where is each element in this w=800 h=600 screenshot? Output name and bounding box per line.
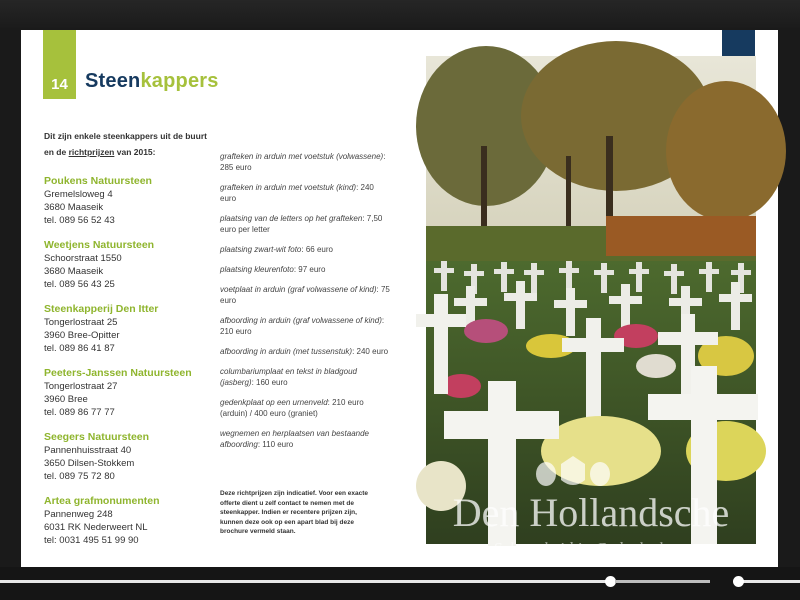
price-item <box>220 213 390 235</box>
price-value: : 7,50 euro per letter <box>220 214 383 234</box>
company-street: Tongerlostraat 25 <box>44 317 118 328</box>
price-label: gedenkplaat op een urnenveld <box>220 398 328 407</box>
company-street: Schoorstraat 1550 <box>44 253 122 264</box>
price-value: : 210 euro (arduin) / 400 euro (graniet) <box>220 398 364 418</box>
price-list <box>220 151 390 459</box>
intro-text <box>44 128 209 160</box>
price-value: : 97 euro <box>293 265 326 274</box>
price-item <box>220 315 390 337</box>
price-label: grafteken in arduin met voetstuk (kind) <box>220 183 357 192</box>
price-item <box>220 264 390 275</box>
company-name: Seegers Natuursteen <box>44 431 150 443</box>
title-part-1: Steen <box>85 70 141 92</box>
company-name: Artea grafmonumenten <box>44 495 160 507</box>
price-item <box>220 366 390 388</box>
intro-text-end: van 2015: <box>114 147 156 157</box>
page-title <box>85 70 219 93</box>
company-entry <box>44 238 224 291</box>
company-street: Pannenhuisstraat 40 <box>44 445 132 456</box>
price-disclaimer: Deze richtprijzen zijn indicatief. Voor een exacte offerte dient u zelf contact te nemen met de steenkapper. Indien er recentere prijzen zijn, kunnen deze ook op een apart blad bij deze brochure vermeld staan. <box>220 490 368 535</box>
price-label: plaatsing zwart-wit foto <box>220 245 302 254</box>
intro-link-richtprijzen: richtprijzen <box>68 147 115 157</box>
progress-track[interactable] <box>0 580 610 583</box>
company-phone: tel. 089 86 41 87 <box>44 343 115 354</box>
cemetery-photo-illustration <box>426 56 756 544</box>
page-number-left: 14 <box>43 30 76 99</box>
company-list <box>44 174 224 558</box>
price-label: columbariumplaat en tekst in bladgoud (jasberg) <box>220 367 357 387</box>
company-name: Steenkapperij Den Itter <box>44 303 159 315</box>
brochure-spread <box>21 30 778 567</box>
price-item <box>220 244 390 255</box>
company-entry <box>44 302 224 355</box>
price-item <box>220 284 390 306</box>
price-label: wegnemen en herplaatsen van bestaande afboording <box>220 429 369 449</box>
intro-text-start: Dit zijn enkele steenkappers uit de buurt en de <box>44 131 207 157</box>
company-street: Pannenweg 248 <box>44 509 113 520</box>
price-value: : 110 euro <box>257 440 294 449</box>
watermark-title: Den Hollandsche <box>452 490 730 535</box>
title-part-2: kappers <box>140 70 219 92</box>
volume-handle[interactable] <box>733 576 744 587</box>
price-label: grafteken in arduin met voetstuk (volwassene) <box>220 152 384 161</box>
company-phone: tel: 0031 495 51 99 90 <box>44 535 139 546</box>
price-item <box>220 428 390 450</box>
watermark-subtitle: Schoonheid in Gedenktekens <box>493 539 689 558</box>
company-phone: tel. 089 86 77 77 <box>44 407 115 418</box>
price-value: : 240 euro <box>352 347 389 356</box>
price-item <box>220 151 390 173</box>
company-entry <box>44 494 224 547</box>
company-phone: tel. 089 56 52 43 <box>44 215 115 226</box>
company-name: Poukens Natuursteen <box>44 175 152 187</box>
price-value: : 160 euro <box>251 378 288 387</box>
price-value: : 240 euro <box>220 183 374 203</box>
company-city: 3680 Maaseik <box>44 202 104 213</box>
price-item <box>220 346 390 357</box>
company-name: Peeters-Janssen Natuursteen <box>44 367 192 379</box>
price-value: : 210 euro <box>220 316 385 336</box>
company-city: 3650 Dilsen-Stokkem <box>44 458 135 469</box>
company-city: 3960 Bree-Opitter <box>44 330 120 341</box>
progress-remaining[interactable] <box>615 580 710 583</box>
company-phone: tel. 089 75 72 80 <box>44 471 115 482</box>
price-item <box>220 397 390 419</box>
company-city: 6031 RK Nederweert NL <box>44 522 148 533</box>
company-name: Weetjens Natuursteen <box>44 239 155 251</box>
company-street: Tongerlostraat 27 <box>44 381 118 392</box>
company-street: Gremelsloweg 4 <box>44 189 113 200</box>
company-city: 3960 Bree <box>44 394 88 405</box>
price-value: : 285 euro <box>220 152 386 172</box>
price-value: : 66 euro <box>301 245 333 254</box>
company-city: 3680 Maaseik <box>44 266 104 277</box>
volume-track[interactable] <box>740 580 800 583</box>
company-entry <box>44 366 224 419</box>
company-phone: tel. 089 56 43 25 <box>44 279 115 290</box>
price-label: plaatsing van de letters op het grafteken <box>220 214 363 223</box>
price-value: : 75 euro <box>220 285 390 305</box>
company-entry <box>44 430 224 483</box>
cemetery-photo <box>426 56 756 558</box>
price-label: plaatsing kleurenfoto <box>220 265 294 274</box>
price-label: afboording in arduin (graf volwassene of kind) <box>220 316 382 325</box>
price-label: voetplaat in arduin (graf volwassene of kind) <box>220 285 377 294</box>
price-item <box>220 182 390 204</box>
viewer-top-bar <box>0 0 800 28</box>
price-label: afboording in arduin (met tussenstuk) <box>220 347 353 356</box>
viewer-controls <box>0 567 800 600</box>
company-entry <box>44 174 224 227</box>
